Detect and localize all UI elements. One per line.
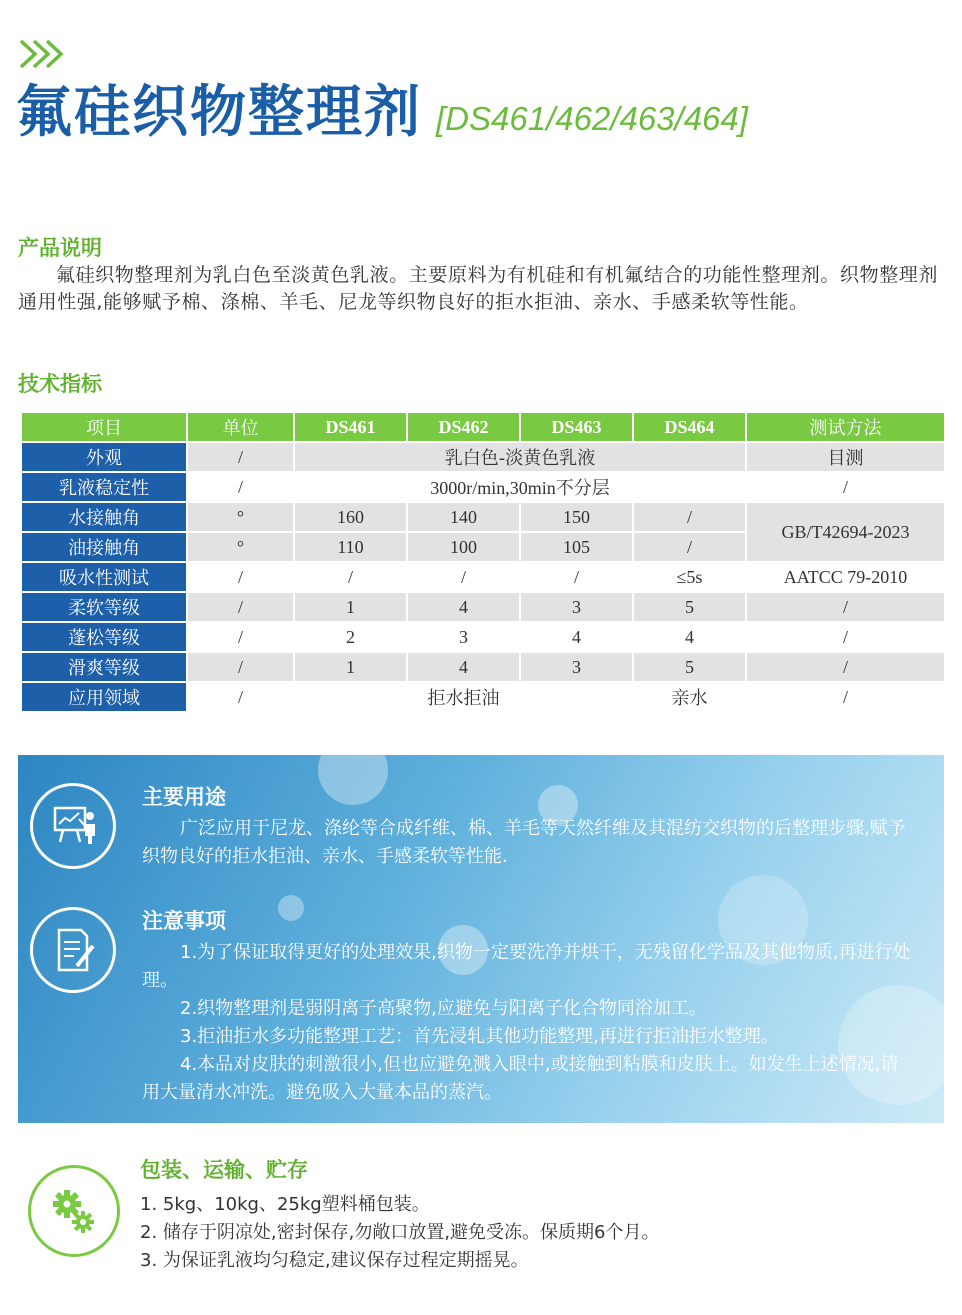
application-value: 亲水 <box>633 682 746 712</box>
page-title: 氟硅织物整理剂 <box>16 80 422 145</box>
table-row <box>21 652 945 682</box>
notes-item: 2.织物整理剂是弱阴离子高聚物,应避免与阳离子化合物同浴加工。 <box>180 998 707 1019</box>
packaging-item: 3. 为保证乳液均匀稳定,建议保存过程定期摇晃。 <box>140 1250 529 1271</box>
value-cell: 5 <box>633 592 746 622</box>
gears-icon <box>31 1168 117 1254</box>
usage-heading: 主要用途 <box>142 785 226 809</box>
document-pen-icon <box>33 910 113 990</box>
value-cell: / <box>633 532 746 562</box>
appearance-value: 乳白色-淡黄色乳液 <box>294 442 746 472</box>
packaging-icon-circle <box>28 1165 120 1257</box>
value-cell: / <box>633 502 746 532</box>
unit-cell: / <box>187 622 294 652</box>
value-cell: 4 <box>407 652 520 682</box>
value-cell: / <box>294 562 407 592</box>
double-chevron-icon <box>18 38 64 70</box>
header-method: 测试方法 <box>746 412 945 442</box>
presenter-board-icon <box>33 786 113 866</box>
header-ds461: DS461 <box>294 412 407 442</box>
unit-cell: / <box>187 682 294 712</box>
value-cell: 3 <box>407 622 520 652</box>
method-cell: / <box>746 622 945 652</box>
value-cell: 4 <box>407 592 520 622</box>
header-unit: 单位 <box>187 412 294 442</box>
unit-cell: / <box>187 442 294 472</box>
table-row <box>21 502 945 532</box>
value-cell: 2 <box>294 622 407 652</box>
packaging-list <box>140 1191 660 1275</box>
value-cell: / <box>520 562 633 592</box>
packaging-item: 2. 储存于阴凉处,密封保存,勿敞口放置,避免受冻。保质期6个月。 <box>140 1222 660 1243</box>
method-cell: / <box>746 592 945 622</box>
packaging-item: 1. 5kg、10kg、25kg塑料桶包装。 <box>140 1194 430 1215</box>
value-cell: ≤5s <box>633 562 746 592</box>
row-label: 蓬松等级 <box>21 622 187 652</box>
value-cell: 150 <box>520 502 633 532</box>
method-cell: / <box>746 472 945 502</box>
table-row <box>21 472 945 502</box>
notes-icon-circle <box>30 907 116 993</box>
row-label: 滑爽等级 <box>21 652 187 682</box>
table-header-row <box>21 412 945 442</box>
method-cell: 目测 <box>746 442 945 472</box>
notes-item: 1.为了保证取得更好的处理效果,织物一定要洗净并烘干，无残留化学品及其他物质,再进行处理。 <box>142 942 911 991</box>
application-value: 拒水拒油 <box>294 682 633 712</box>
value-cell: 3 <box>520 652 633 682</box>
header-ds462: DS462 <box>407 412 520 442</box>
value-cell: 4 <box>520 622 633 652</box>
method-cell: / <box>746 682 945 712</box>
usage-text <box>142 815 912 871</box>
spec-table <box>20 411 946 713</box>
description-heading: 产品说明 <box>18 236 102 260</box>
value-cell: 140 <box>407 502 520 532</box>
unit-cell: / <box>187 562 294 592</box>
notes-item: 4.本品对皮肤的刺激很小,但也应避免溅入眼中,或接触到粘膜和皮肤上。如发生上述情况,请用大量清水冲洗。避免吸入大量本品的蒸汽。 <box>142 1054 899 1103</box>
value-cell: 105 <box>520 532 633 562</box>
method-cell: AATCC 79-2010 <box>746 562 945 592</box>
usage-icon-circle <box>30 783 116 869</box>
header-item: 项目 <box>21 412 187 442</box>
value-cell: 1 <box>294 592 407 622</box>
row-label: 柔软等级 <box>21 592 187 622</box>
specs-heading: 技术指标 <box>18 372 102 396</box>
value-cell: 4 <box>633 622 746 652</box>
row-label: 外观 <box>21 442 187 472</box>
table-row <box>21 622 945 652</box>
unit-cell: / <box>187 592 294 622</box>
value-cell: 100 <box>407 532 520 562</box>
notes-heading: 注意事项 <box>142 909 226 933</box>
unit-cell: / <box>187 472 294 502</box>
usage-body: 广泛应用于尼龙、涤纶等合成纤维、棉、羊毛等天然纤维及其混纺交织物的后整理步骤,赋予织物良好的拒水拒油、亲水、手感柔软等性能. <box>142 818 906 867</box>
header-ds463: DS463 <box>520 412 633 442</box>
header-ds464: DS464 <box>633 412 746 442</box>
row-label: 油接触角 <box>21 532 187 562</box>
row-label: 应用领域 <box>21 682 187 712</box>
value-cell: 110 <box>294 532 407 562</box>
table-row <box>21 562 945 592</box>
stability-value: 3000r/min,30min不分层 <box>294 472 746 502</box>
method-cell: GB/T42694-2023 <box>746 502 945 562</box>
unit-cell: ° <box>187 502 294 532</box>
info-band <box>18 755 944 1123</box>
notes-list <box>142 939 912 1107</box>
value-cell: 5 <box>633 652 746 682</box>
table-row <box>21 592 945 622</box>
value-cell: 160 <box>294 502 407 532</box>
packaging-heading: 包装、运输、贮存 <box>140 1158 308 1182</box>
value-cell: 3 <box>520 592 633 622</box>
notes-item: 3.拒油拒水多功能整理工艺：首先浸轧其他功能整理,再进行拒油拒水整理。 <box>180 1026 779 1047</box>
row-label: 吸水性测试 <box>21 562 187 592</box>
table-row <box>21 682 945 712</box>
table-row <box>21 442 945 472</box>
row-label: 乳液稳定性 <box>21 472 187 502</box>
unit-cell: / <box>187 652 294 682</box>
row-label: 水接触角 <box>21 502 187 532</box>
description-text: 氟硅织物整理剂为乳白色至淡黄色乳液。主要原料为有机硅和有机氟结合的功能性整理剂。织物整理剂通用性强,能够赋予棉、涤棉、羊毛、尼龙等织物良好的拒水拒油、亲水、手感柔软等性能。 <box>18 264 939 313</box>
value-cell: / <box>407 562 520 592</box>
unit-cell: ° <box>187 532 294 562</box>
product-codes: [DS461/462/463/464] <box>436 100 748 137</box>
value-cell: 1 <box>294 652 407 682</box>
method-cell: / <box>746 652 945 682</box>
